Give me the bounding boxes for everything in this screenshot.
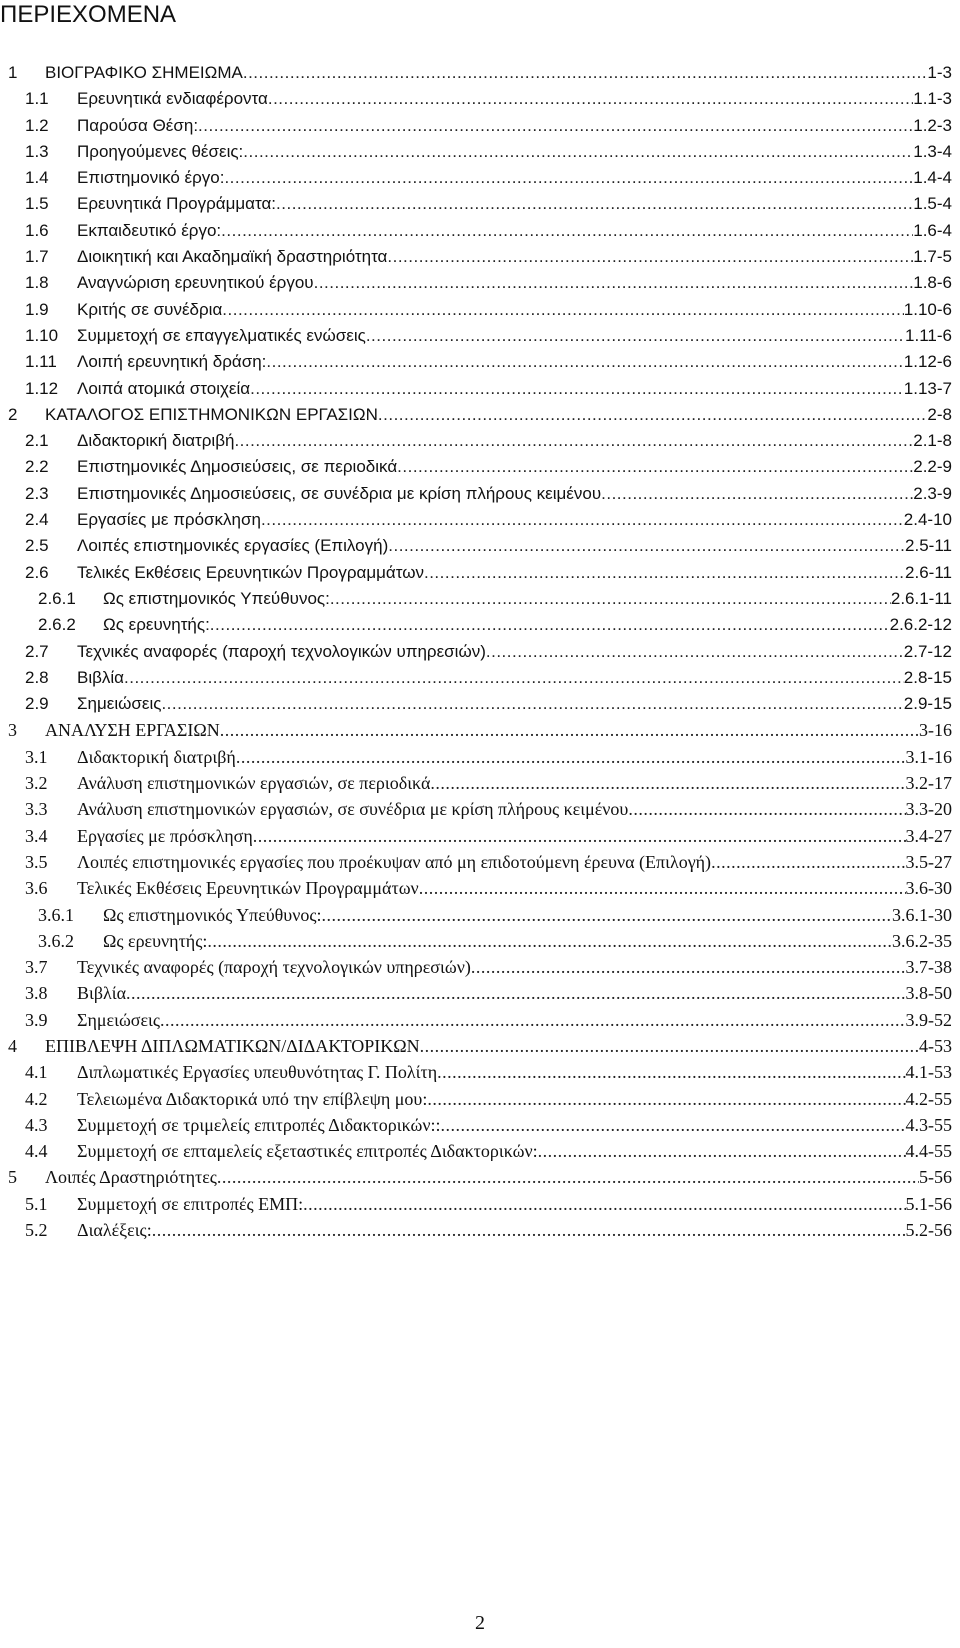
- toc-entry-page: 5.1-56: [905, 1193, 952, 1214]
- toc-entry-number: 2.5: [25, 536, 49, 556]
- toc-entry-page: 2.6-11: [905, 562, 952, 582]
- toc-entry-title: ΑΝΑΛΥΣΗ ΕΡΓΑΣΙΩΝ: [45, 720, 220, 741]
- toc-dot-leader: [250, 376, 904, 402]
- toc-entry-title: ΕΠΙΒΛΕΨΗ ΔΙΠΛΩΜΑΤΙΚΩΝ/ΔΙΔΑΚΤΟΡΙΚΩΝ: [45, 1035, 420, 1056]
- toc-entry[interactable]: [8, 875, 952, 901]
- toc-dot-leader: [124, 665, 904, 691]
- toc-dot-leader: [160, 1007, 905, 1033]
- toc-dot-leader: [234, 428, 913, 454]
- toc-entry-number: 2.8: [25, 667, 49, 687]
- toc-entry[interactable]: [8, 586, 952, 612]
- toc-entry-title: Επιστημονικές Δημοσιεύσεις, σε περιοδικά: [77, 457, 398, 477]
- toc-entry[interactable]: [8, 507, 952, 533]
- toc-entry-title: Συμμετοχή σε επταμελείς εξεταστικές επιτροπές Διδακτορικών:: [77, 1141, 538, 1162]
- toc-entry-number: 3.7: [25, 957, 48, 978]
- toc-entry[interactable]: [8, 86, 952, 112]
- toc-entry[interactable]: [8, 1164, 952, 1190]
- toc-entry-page: 2.5-11: [905, 536, 952, 556]
- toc-dot-leader: [266, 349, 903, 375]
- toc-dot-leader: [198, 113, 913, 139]
- toc-entry-title: Τεχνικές αναφορές (παροχή τεχνολογικών υπηρεσιών): [77, 957, 471, 978]
- toc-entry-page: 2.9-15: [903, 694, 952, 714]
- toc-entry-number: 1.5: [25, 194, 49, 214]
- toc-entry-title: Επιστημονικό έργο:: [77, 168, 225, 188]
- toc-entry-number: 3: [8, 720, 17, 741]
- toc-entry-number: 4.2: [25, 1088, 48, 1109]
- toc-entry-number: 3.6.1: [38, 904, 74, 925]
- toc-dot-leader: [321, 902, 892, 928]
- toc-entry-title: Τεχνικές αναφορές (παροχή τεχνολογικών υπηρεσιών): [77, 641, 486, 661]
- toc-entry[interactable]: [8, 533, 952, 559]
- toc-entry-number: 1.3: [25, 141, 49, 161]
- toc-entry-title: Τελειωμένα Διδακτορικά υπό την επίβλεψη μου:: [77, 1088, 428, 1109]
- toc-entry-number: 3.4: [25, 825, 48, 846]
- toc-entry-title: Ως ερευνητής:: [103, 615, 210, 635]
- toc-entry-number: 1.11: [25, 352, 57, 372]
- toc-entry[interactable]: [8, 297, 952, 323]
- toc-entry-number: 2.3: [25, 483, 49, 503]
- toc-entry-title: Βιβλία: [77, 983, 127, 1004]
- toc-entry-page: 2.7-12: [903, 641, 952, 661]
- toc-entry-number: 2.2: [25, 457, 49, 477]
- toc-entry-title: Διδακτορική διατριβή: [77, 746, 236, 767]
- toc-entry-title: Τελικές Εκθέσεις Ερευνητικών Προγραμμάτων: [77, 562, 424, 582]
- toc-entry[interactable]: [8, 928, 952, 954]
- toc-entry[interactable]: [8, 665, 952, 691]
- toc-entry-page: 4.4-55: [905, 1141, 952, 1162]
- toc-entry-number: 2.6.1: [38, 588, 76, 608]
- toc-entry-title: Βιβλία: [77, 667, 124, 687]
- toc-entry[interactable]: [8, 191, 952, 217]
- toc-entry-number: 4: [8, 1035, 17, 1056]
- toc-entry-page: 1-3: [927, 63, 952, 82]
- toc-entry-number: 2.6.2: [38, 615, 76, 635]
- toc-entry-title: Διαλέξεις:: [77, 1220, 152, 1241]
- toc-entry-page: 3.5-27: [905, 851, 952, 872]
- toc-dot-leader: [471, 954, 906, 980]
- toc-entry-page: 3.1-16: [905, 746, 952, 767]
- toc-entry-title: ΒΙΟΓΡΑΦΙΚΟ ΣΗΜΕΙΩΜΑ: [45, 63, 243, 82]
- toc-entry-title: Λοιπές επιστημονικές εργασίες που προέκυψαν από μη επιδοτούμενη έρευνα (Επιλογή): [77, 851, 712, 872]
- toc-entry-title: Ερευνητικά Προγράμματα:: [77, 194, 277, 214]
- toc-dot-leader: [601, 481, 913, 507]
- toc-entry-title: Εργασίες με πρόσκληση: [77, 825, 253, 846]
- toc-dot-leader: [420, 1033, 919, 1059]
- toc-entry-page: 3.7-38: [905, 957, 952, 978]
- toc-entry-number: 3.6: [25, 878, 48, 899]
- toc-entry-number: 5.1: [25, 1193, 48, 1214]
- toc-entry[interactable]: [8, 770, 952, 796]
- toc-entry-page: 1.12-6: [903, 352, 952, 372]
- toc-entry[interactable]: [8, 454, 952, 480]
- toc-entry-title: Εκπαιδευτικό έργο:: [77, 220, 222, 240]
- toc-dot-leader: [387, 244, 913, 270]
- toc-entry-page: 1.7-5: [913, 247, 952, 267]
- toc-entry-number: 1.8: [25, 273, 49, 293]
- toc-dot-leader: [224, 165, 913, 191]
- toc-entry-title: ΚΑΤΑΛΟΓΟΣ ΕΠΙΣΤΗΜΟΝΙΚΩΝ ΕΡΓΑΣΙΩΝ: [45, 404, 378, 424]
- page-title: ΠΕΡΙΕΧΟΜΕΝΑ: [0, 1, 177, 28]
- toc-entry-page: 4.2-55: [905, 1088, 952, 1109]
- toc-entry-number: 3.9: [25, 1009, 48, 1030]
- toc-entry-title: Ερευνητικά ενδιαφέροντα: [77, 89, 268, 109]
- toc-dot-leader: [276, 191, 913, 217]
- toc-entry[interactable]: [8, 165, 952, 191]
- toc-entry-number: 5.2: [25, 1220, 48, 1241]
- toc-entry-title: Συμμετοχή σε επαγγελματικές ενώσεις: [77, 325, 366, 345]
- toc-entry[interactable]: [8, 376, 952, 402]
- toc-entry-title: Συμμετοχή σε επιτροπές ΕΜΠ:: [77, 1193, 304, 1214]
- toc-dot-leader: [236, 744, 906, 770]
- toc-entry-page: 2.4-10: [903, 510, 952, 530]
- toc-entry[interactable]: [8, 1138, 952, 1164]
- toc-entry-number: 1.6: [25, 220, 49, 240]
- toc-dot-leader: [243, 139, 913, 165]
- toc-entry[interactable]: [8, 639, 952, 665]
- toc-entry-title: Ανάλυση επιστημονικών εργασιών, σε περιοδικά: [77, 773, 431, 794]
- toc-dot-leader: [538, 1138, 906, 1164]
- toc-entry[interactable]: [8, 980, 952, 1006]
- toc-entry-title: Παρούσα Θέση:: [77, 115, 199, 135]
- toc-dot-leader: [314, 270, 914, 296]
- toc-entry-page: 3.2-17: [905, 773, 952, 794]
- toc-entry-title: Λοιπές επιστημονικές εργασίες (Επιλογή): [77, 536, 389, 556]
- toc-entry[interactable]: [8, 1033, 952, 1059]
- toc-dot-leader: [711, 849, 905, 875]
- toc-dot-leader: [217, 1164, 919, 1190]
- toc-entry-number: 2.9: [25, 694, 49, 714]
- toc-entry[interactable]: [8, 849, 952, 875]
- toc-entry[interactable]: [8, 1086, 952, 1112]
- toc-entry[interactable]: [8, 270, 952, 296]
- toc-entry-page: 1.11-6: [905, 325, 952, 345]
- toc-entry-title: Σημειώσεις: [77, 694, 162, 714]
- toc-entry-number: 1.9: [25, 299, 49, 319]
- toc-entry-title: Αναγνώριση ερευνητικού έργου: [77, 273, 314, 293]
- toc-entry-title: Τελικές Εκθέσεις Ερευνητικών Προγραμμάτων: [77, 878, 419, 899]
- toc-entry-number: 4.4: [25, 1141, 48, 1162]
- toc-entry-number: 2.7: [25, 641, 49, 661]
- toc-dot-leader: [378, 402, 928, 428]
- toc-entry-page: 3-16: [919, 720, 952, 741]
- toc-entry[interactable]: [8, 1217, 952, 1243]
- toc-entry-number: 5: [8, 1167, 17, 1188]
- toc-dot-leader: [261, 507, 904, 533]
- toc-dot-leader: [366, 323, 905, 349]
- toc-entry-page: 3.6-30: [905, 878, 952, 899]
- toc-entry-title: Προηγούμενες θέσεις:: [77, 141, 244, 161]
- toc-entry[interactable]: [8, 1191, 952, 1217]
- toc-entry[interactable]: [8, 218, 952, 244]
- toc-entry-page: 1.4-4: [913, 168, 952, 188]
- toc-entry-number: 1.7: [25, 247, 49, 267]
- toc-entry-page: 4-53: [919, 1035, 952, 1056]
- toc-entry-title: Ανάλυση επιστημονικών εργασιών, σε συνέδρια με κρίση πλήρους κειμένου: [77, 799, 629, 820]
- toc-entry-page: 2.2-9: [913, 457, 952, 477]
- toc-entry-page: 1.5-4: [913, 194, 952, 214]
- toc-dot-leader: [220, 717, 919, 743]
- toc-dot-leader: [419, 875, 906, 901]
- toc-entry[interactable]: [8, 244, 952, 270]
- toc-entry[interactable]: [8, 1112, 952, 1138]
- toc-entry-page: 3.4-27: [905, 825, 952, 846]
- toc-entry-page: 1.13-7: [903, 378, 952, 398]
- toc-dot-leader: [330, 586, 891, 612]
- toc-entry[interactable]: [8, 481, 952, 507]
- toc-dot-leader: [486, 639, 904, 665]
- toc-entry-page: 3.3-20: [905, 799, 952, 820]
- toc-entry-page: 2.6.1-11: [890, 588, 952, 608]
- toc-entry-page: 2.6.2-12: [889, 615, 952, 635]
- toc-dot-leader: [427, 1086, 905, 1112]
- toc-entry-title: Ως επιστημονικός Υπεύθυνος:: [103, 904, 322, 925]
- toc-dot-leader: [430, 770, 905, 796]
- toc-entry-page: 2.1-8: [913, 431, 952, 451]
- toc-entry[interactable]: [8, 796, 952, 822]
- toc-entry-page: 2.3-9: [913, 483, 952, 503]
- toc-entry-page: 4.1-53: [905, 1062, 952, 1083]
- toc-dot-leader: [303, 1191, 905, 1217]
- toc-entry-number: 1.12: [25, 378, 59, 398]
- toc-entry[interactable]: [8, 113, 952, 139]
- toc-entry[interactable]: [8, 612, 952, 638]
- toc-dot-leader: [437, 1059, 905, 1085]
- toc-dot-leader: [441, 1112, 906, 1138]
- toc-entry-title: Διδακτορική διατριβή: [77, 431, 235, 451]
- toc-entry-page: 1.6-4: [913, 220, 952, 240]
- toc-entry[interactable]: [8, 323, 952, 349]
- toc-dot-leader: [222, 297, 904, 323]
- toc-dot-leader: [424, 560, 905, 586]
- toc-entry-title: Λοιπά ατομικά στοιχεία: [77, 378, 251, 398]
- toc-entry-page: 3.6.2-35: [892, 930, 952, 951]
- toc-entry-number: 2.6: [25, 562, 49, 582]
- toc-dot-leader: [207, 928, 892, 954]
- toc-entry-number: 2.4: [25, 510, 49, 530]
- toc-entry-number: 3.3: [25, 799, 48, 820]
- toc-entry[interactable]: [8, 902, 952, 928]
- toc-entry[interactable]: [8, 139, 952, 165]
- toc-entry-number: 3.5: [25, 851, 48, 872]
- toc-entry-number: 2.1: [25, 431, 49, 451]
- toc-entry-number: 3.6.2: [38, 930, 74, 951]
- toc-entry-page: 1.8-6: [913, 273, 952, 293]
- toc-entry[interactable]: [8, 428, 952, 454]
- toc-entry-page: 5.2-56: [905, 1220, 952, 1241]
- toc-entry[interactable]: [8, 402, 952, 428]
- toc-entry-page: 1.2-3: [913, 115, 952, 135]
- toc-entry[interactable]: [8, 1059, 952, 1085]
- toc-entry-number: 2: [8, 404, 18, 424]
- toc-entry-title: Λοιπή ερευνητική δράση:: [77, 352, 267, 372]
- toc-entry[interactable]: [8, 691, 952, 717]
- toc-dot-leader: [268, 86, 913, 112]
- toc-entry-number: 1.4: [25, 168, 49, 188]
- toc-dot-leader: [152, 1217, 906, 1243]
- toc-entry[interactable]: [8, 717, 952, 743]
- toc-entry-number: 1.1: [25, 89, 49, 109]
- toc-dot-leader: [243, 60, 928, 86]
- toc-entry-number: 3.2: [25, 773, 48, 794]
- toc-entry-title: Συμμετοχή σε τριμελείς επιτροπές Διδακτορικών::: [77, 1114, 441, 1135]
- toc-entry-number: 3.1: [25, 746, 48, 767]
- toc-entry[interactable]: [8, 1007, 952, 1033]
- toc-entry-page: 3.6.1-30: [892, 904, 952, 925]
- toc-entry-title: Διοικητική και Ακαδημαϊκή δραστηριότητα: [77, 247, 388, 267]
- toc-entry[interactable]: [8, 744, 952, 770]
- toc-entry-page: 2.8-15: [903, 667, 952, 687]
- toc-entry-number: 1.10: [25, 325, 59, 345]
- toc-entry[interactable]: [8, 349, 952, 375]
- page-number: 2: [475, 1612, 485, 1634]
- toc-entry-number: 1: [8, 63, 18, 82]
- toc-entry-page: 3.8-50: [905, 983, 952, 1004]
- toc-entry-title: Διπλωματικές Εργασίες υπευθυνότητας Γ. Πολίτη: [77, 1062, 438, 1083]
- toc-dot-leader: [221, 218, 913, 244]
- toc-dot-leader: [253, 823, 906, 849]
- toc-entry-title: Κριτής σε συνέδρια: [77, 299, 223, 319]
- toc-entry-page: 5-56: [919, 1167, 952, 1188]
- toc-entry-page: 3.9-52: [905, 1009, 952, 1030]
- toc-entry[interactable]: [8, 954, 952, 980]
- toc-dot-leader: [397, 454, 913, 480]
- toc-entry[interactable]: [8, 823, 952, 849]
- toc-entry-number: 4.1: [25, 1062, 48, 1083]
- toc-entry-number: 3.8: [25, 983, 48, 1004]
- toc-entry-page: 4.3-55: [905, 1114, 952, 1135]
- toc-entry-title: Λοιπές Δραστηριότητες: [45, 1167, 217, 1188]
- toc-entry-title: Εργασίες με πρόσκληση: [77, 510, 261, 530]
- toc-entry-title: Σημειώσεις: [77, 1009, 161, 1030]
- toc-entry-title: Ως ερευνητής:: [103, 930, 208, 951]
- toc-entry-title: Ως επιστημονικός Υπεύθυνος:: [103, 588, 330, 608]
- toc-entry-title: Επιστημονικές Δημοσιεύσεις, σε συνέδρια με κρίση πλήρους κειμένου: [77, 483, 602, 503]
- toc-entry[interactable]: [8, 60, 952, 86]
- toc-entry-page: 1.1-3: [913, 89, 952, 109]
- toc-dot-leader: [161, 691, 903, 717]
- toc-dot-leader: [628, 796, 905, 822]
- toc-dot-leader: [210, 612, 890, 638]
- toc-dot-leader: [388, 533, 905, 559]
- toc-entry-page: 1.10-6: [903, 299, 952, 319]
- toc-entry-number: 4.3: [25, 1114, 48, 1135]
- toc-entry-page: 2-8: [927, 404, 952, 424]
- toc-entry[interactable]: [8, 560, 952, 586]
- toc-entry-number: 1.2: [25, 115, 49, 135]
- toc-entry-page: 1.3-4: [913, 141, 952, 161]
- table-of-contents: [8, 60, 952, 1243]
- toc-dot-leader: [126, 980, 905, 1006]
